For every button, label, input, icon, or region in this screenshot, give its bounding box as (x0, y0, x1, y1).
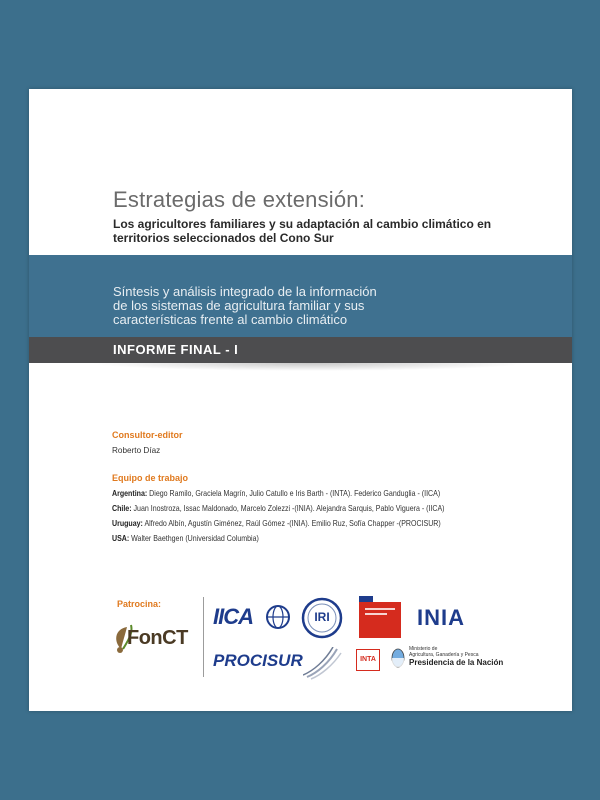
procisur-text: PROCISUR (213, 651, 303, 670)
report-band (29, 337, 572, 363)
consultant-heading: Consultor-editor (112, 430, 183, 440)
synthesis-line: Síntesis y análisis integrado de la información (113, 284, 377, 299)
sponsor-label: Patrocina: (117, 599, 162, 609)
inia-logo (417, 605, 487, 631)
team-heading: Equipo de trabajo (112, 473, 189, 483)
team-members: Alfredo Albín, Agustín Giménez, Raúl Gómez -(INIA). Emilio Ruz, Sofía Chapper -(PROCISUR) (144, 519, 441, 528)
inta-text: INTA (360, 656, 376, 663)
fonct-text: FonCT (127, 627, 188, 649)
globe-icon (265, 604, 291, 630)
synthesis-line: características frente al cambio climático (113, 312, 348, 327)
inta-logo (356, 649, 380, 671)
consultant-name: Roberto Díaz (112, 446, 161, 455)
team-country: Uruguay: (112, 519, 143, 528)
chile-flag-icon (359, 596, 401, 638)
ministry-line: Agricultura, Ganadería y Pesca (409, 652, 479, 658)
iri-text: IRI (314, 610, 330, 624)
iica-text: IICA (213, 604, 253, 629)
team-country: Argentina: (112, 489, 148, 498)
ministry-logo (391, 646, 511, 672)
inia-text: INIA (417, 605, 465, 630)
iica-logo (213, 602, 293, 632)
ministry-line: Ministerio de (409, 646, 438, 652)
team-members: Walter Baethgen (Universidad Columbia) (131, 534, 259, 543)
presidency-text: Presidencia de la Nación (409, 658, 504, 667)
argentina-shield-icon (391, 648, 405, 668)
team-members: Juan Inostroza, Issac Maldonado, Marcelo Zolezzi -(INIA). Alejandra Sarquis, Pablo Viguera - (IICA) (133, 504, 445, 513)
synthesis-text (113, 285, 443, 327)
team-line (112, 504, 445, 513)
iri-logo (301, 597, 343, 639)
team-members: Diego Ramilo, Graciela Magrín, Julio Catullo e Iris Barth - (INTA). Federico Ganduglia - (IICA) (149, 489, 441, 498)
document-title: Estrategias de extensión: (113, 187, 366, 212)
band-shadow (89, 363, 529, 371)
fonct-logo (111, 619, 201, 659)
team-country: USA: (112, 534, 130, 543)
ministry-text (409, 646, 478, 658)
team-line (112, 519, 441, 528)
synthesis-line: de los sistemas de agricultura familiar y sus (113, 298, 365, 313)
sponsor-divider (203, 597, 204, 677)
team-country: Chile: (112, 504, 132, 513)
report-label: INFORME FINAL - I (113, 342, 239, 357)
procisur-logo (213, 647, 343, 681)
document-cover (29, 89, 572, 711)
team-line (112, 489, 440, 498)
document-subtitle: Los agricultores familiares y su adaptación al cambio climático en territorios seleccionados del Cono Sur (113, 217, 492, 245)
chile-government-logo (359, 596, 401, 638)
procisur-swoosh-icon (303, 647, 343, 681)
team-line (112, 534, 259, 543)
